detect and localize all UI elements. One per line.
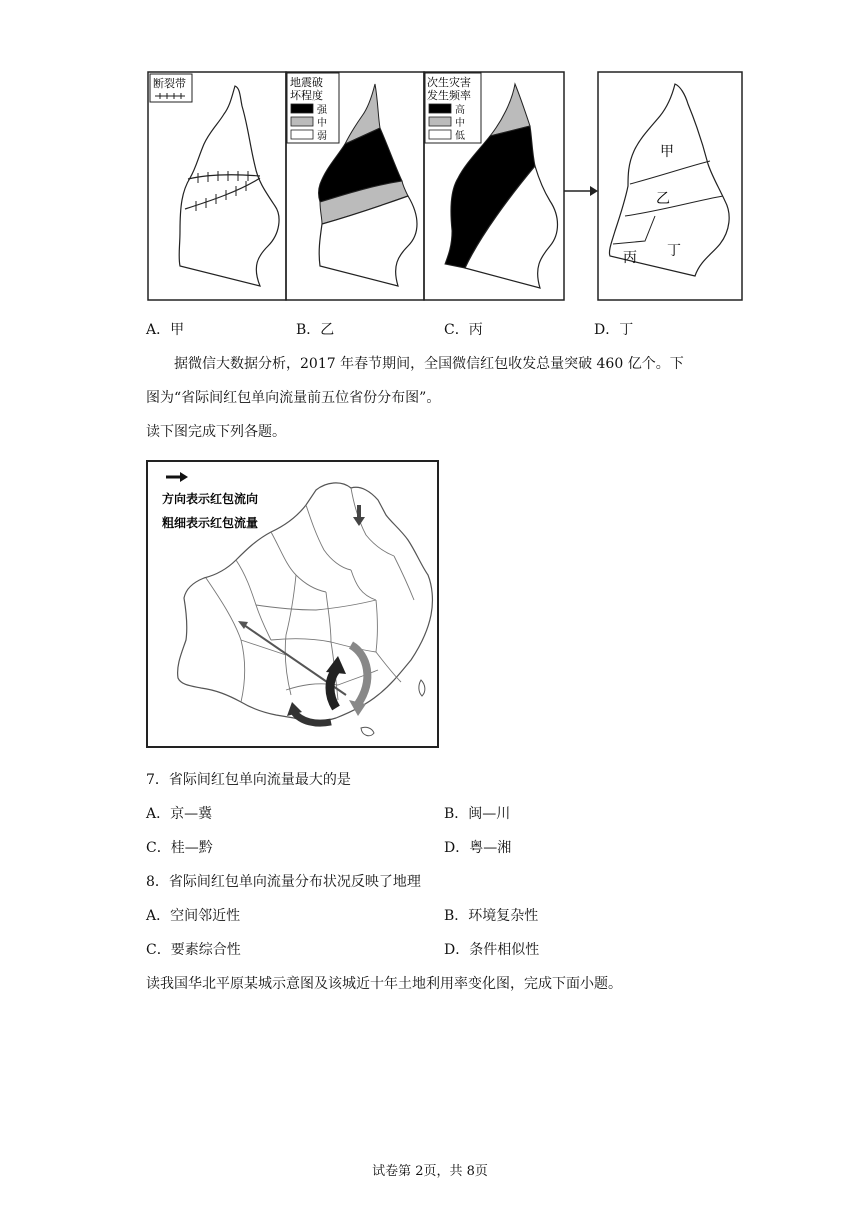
next-question-intro: 读我国华北平原某城示意图及该城近十年土地利用率变化图，完成下面小题。 xyxy=(146,976,622,992)
region-yi: 乙 xyxy=(656,191,670,207)
hazard-high: 高 xyxy=(455,105,465,116)
damage-legend-title-2: 坏程度 xyxy=(290,89,323,102)
page-footer: 试卷第 2页，共 8页 xyxy=(372,1164,488,1179)
q6-option-c: C．丙 xyxy=(444,322,483,338)
q8-option-b: B．环境复杂性 xyxy=(444,908,539,924)
legend-direction: 方向表示红包流向 xyxy=(162,492,259,506)
passage-instruction: 读下图完成下列各题。 xyxy=(146,424,286,440)
region-jia: 甲 xyxy=(660,144,674,160)
q7-option-a: A．京—冀 xyxy=(146,806,213,822)
panel-4-region xyxy=(609,84,729,276)
hazard-legend-title-1: 次生灾害 xyxy=(427,76,471,89)
q8-option-a: A．空间邻近性 xyxy=(146,908,241,924)
damage-medium: 中 xyxy=(317,118,327,129)
region-ding: 丁 xyxy=(667,243,681,259)
panel-1-region xyxy=(150,74,279,286)
passage-line-1: 据微信大数据分析，2017 年春节期间，全国微信红包收发总量突破 460 亿个。下 xyxy=(174,356,684,372)
q8-option-d: D．条件相似性 xyxy=(444,942,540,958)
q7-option-b: B．闽—川 xyxy=(444,806,511,822)
panel-3-region xyxy=(425,73,558,288)
q7-option-c: C．桂—黔 xyxy=(146,840,213,856)
q8-option-c: C．要素综合性 xyxy=(146,942,241,958)
red-envelope-map xyxy=(146,460,439,748)
q6-option-b: B．乙 xyxy=(296,322,335,338)
q7-stem: 7．省际间红包单向流量最大的是 xyxy=(146,772,351,788)
region-bing: 丙 xyxy=(623,250,637,266)
q7-option-d: D．粤—湘 xyxy=(444,840,512,856)
seismic-figure xyxy=(140,66,750,306)
damage-strong: 强 xyxy=(317,105,327,116)
q6-option-a: A．甲 xyxy=(146,322,185,338)
q6-option-d: D．丁 xyxy=(594,322,634,338)
hazard-low: 低 xyxy=(455,131,465,142)
panel-2-region xyxy=(287,73,417,286)
hazard-medium: 中 xyxy=(455,118,465,129)
hazard-legend-title-2: 发生频率 xyxy=(427,89,471,102)
q8-stem: 8．省际间红包单向流量分布状况反映了地理 xyxy=(146,874,421,890)
damage-weak: 弱 xyxy=(317,131,327,142)
fault-legend-label: 断裂带 xyxy=(153,77,186,90)
legend-thickness: 粗细表示红包流量 xyxy=(162,516,259,530)
passage-line-2: 图为“省际间红包单向流量前五位省份分布图”。 xyxy=(146,390,441,406)
damage-legend-title-1: 地震破 xyxy=(290,76,323,89)
